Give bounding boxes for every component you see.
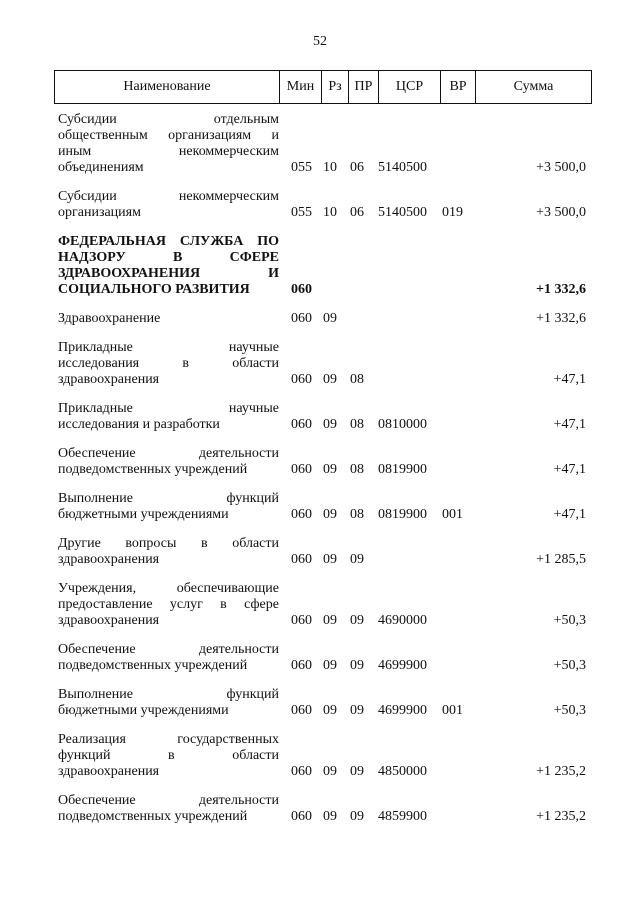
row-name-line: иным некоммерческим <box>58 144 279 159</box>
row-sum: +1 235,2 <box>536 764 586 779</box>
row-name-line: исследования и разработки <box>58 417 220 432</box>
row-pr: 09 <box>350 764 364 779</box>
row-csr: 4859900 <box>378 809 427 824</box>
row-sum: +50,3 <box>553 613 586 628</box>
table-row <box>54 311 592 327</box>
row-name-line: здравоохранения <box>58 372 160 387</box>
header-min: Мин <box>280 71 322 103</box>
row-name-line: Прикладные научные <box>58 401 279 416</box>
row-name-line: Выполнение функций <box>58 687 279 702</box>
row-min: 055 <box>291 205 312 220</box>
row-csr: 0819900 <box>378 462 427 477</box>
row-min: 060 <box>291 809 312 824</box>
row-csr: 5140500 <box>378 160 427 175</box>
row-min: 060 <box>291 282 312 297</box>
row-name-line: ФЕДЕРАЛЬНАЯ СЛУЖБА ПО <box>58 234 279 249</box>
header-vr: ВР <box>441 71 476 103</box>
row-name-line: Субсидии отдельным <box>58 112 279 127</box>
table-row <box>54 491 592 523</box>
row-vr: 001 <box>442 703 463 718</box>
row-name-line: подведомственных учреждений <box>58 658 248 673</box>
row-name-line: здравоохранения <box>58 764 160 779</box>
row-csr: 5140500 <box>378 205 427 220</box>
row-name-line: подведомственных учреждений <box>58 809 248 824</box>
table-row <box>54 189 592 221</box>
row-sum: +50,3 <box>553 658 586 673</box>
table-row <box>54 446 592 478</box>
row-sum: +47,1 <box>553 507 586 522</box>
row-pr: 08 <box>350 462 364 477</box>
row-min: 060 <box>291 703 312 718</box>
row-name-line: объединениям <box>58 160 144 175</box>
row-pr: 06 <box>350 205 364 220</box>
row-min: 055 <box>291 160 312 175</box>
row-min: 060 <box>291 462 312 477</box>
row-name-line: НАДЗОРУ В СФЕРЕ <box>58 250 279 265</box>
table-row <box>54 340 592 388</box>
row-sum: +1 285,5 <box>536 552 586 567</box>
table-row <box>54 793 592 825</box>
row-name <box>54 581 279 629</box>
row-name-line: здравоохранения <box>58 552 160 567</box>
row-min: 060 <box>291 372 312 387</box>
table-row <box>54 234 592 298</box>
row-sum: +47,1 <box>553 462 586 477</box>
row-name <box>54 793 279 825</box>
row-vr: 019 <box>442 205 463 220</box>
row-name-line: Обеспечение деятельности <box>58 446 279 461</box>
row-pr: 09 <box>350 809 364 824</box>
row-pr: 08 <box>350 372 364 387</box>
row-sum: +47,1 <box>553 417 586 432</box>
row-name <box>54 401 279 433</box>
row-rz: 09 <box>323 507 337 522</box>
row-pr: 09 <box>350 552 364 567</box>
table-row <box>54 687 592 719</box>
row-min: 060 <box>291 507 312 522</box>
table-row <box>54 581 592 629</box>
row-sum: +47,1 <box>553 372 586 387</box>
row-name-line: СОЦИАЛЬНОГО РАЗВИТИЯ <box>58 282 250 297</box>
row-rz: 09 <box>323 552 337 567</box>
row-sum: +50,3 <box>553 703 586 718</box>
row-name <box>54 189 279 221</box>
row-pr: 06 <box>350 160 364 175</box>
row-name <box>54 642 279 674</box>
row-vr: 001 <box>442 507 463 522</box>
row-rz: 09 <box>323 311 337 326</box>
row-pr: 09 <box>350 613 364 628</box>
row-name-line: здравоохранения <box>58 613 160 628</box>
row-name <box>54 311 279 327</box>
row-csr: 4850000 <box>378 764 427 779</box>
row-csr: 4699900 <box>378 658 427 673</box>
row-min: 060 <box>291 613 312 628</box>
row-name <box>54 491 279 523</box>
row-name <box>54 687 279 719</box>
row-rz: 09 <box>323 703 337 718</box>
row-name <box>54 536 279 568</box>
row-rz: 09 <box>323 462 337 477</box>
row-name <box>54 732 279 780</box>
row-sum: +1 235,2 <box>536 809 586 824</box>
row-name-line: Учреждения, обеспечивающие <box>58 581 279 596</box>
row-sum: +1 332,6 <box>536 282 586 297</box>
table-row <box>54 401 592 433</box>
row-csr: 0810000 <box>378 417 427 432</box>
row-rz: 09 <box>323 372 337 387</box>
table-row <box>54 642 592 674</box>
row-name-line: исследования в области <box>58 356 279 371</box>
table-row <box>54 732 592 780</box>
row-name-line: Обеспечение деятельности <box>58 642 279 657</box>
row-rz: 09 <box>323 417 337 432</box>
row-name-line: Субсидии некоммерческим <box>58 189 279 204</box>
table-header <box>54 70 592 104</box>
row-name <box>54 112 279 176</box>
header-rz: Рз <box>322 71 349 103</box>
row-min: 060 <box>291 552 312 567</box>
row-name-line: Реализация государственных <box>58 732 279 747</box>
row-csr: 4690000 <box>378 613 427 628</box>
header-name: Наименование <box>55 71 280 103</box>
row-rz: 09 <box>323 658 337 673</box>
row-min: 060 <box>291 764 312 779</box>
row-name-line: ЗДРАВООХРАНЕНИЯ И <box>58 266 279 281</box>
row-name-line: бюджетными учреждениями <box>58 703 229 718</box>
row-name <box>54 234 279 298</box>
row-csr: 0819900 <box>378 507 427 522</box>
row-name-line: организациям <box>58 205 141 220</box>
row-csr: 4699900 <box>378 703 427 718</box>
row-sum: +1 332,6 <box>536 311 586 326</box>
row-min: 060 <box>291 417 312 432</box>
header-csr: ЦСР <box>379 71 441 103</box>
row-name-line: Здравоохранение <box>58 311 161 326</box>
row-pr: 08 <box>350 507 364 522</box>
row-pr: 09 <box>350 703 364 718</box>
row-rz: 09 <box>323 613 337 628</box>
row-name-line: Прикладные научные <box>58 340 279 355</box>
row-sum: +3 500,0 <box>536 205 586 220</box>
header-pr: ПР <box>349 71 379 103</box>
row-name-line: Другие вопросы в области <box>58 536 279 551</box>
row-min: 060 <box>291 658 312 673</box>
row-name <box>54 446 279 478</box>
row-pr: 08 <box>350 417 364 432</box>
row-name-line: подведомственных учреждений <box>58 462 248 477</box>
row-name-line: общественным организациям и <box>58 128 279 143</box>
row-name-line: предоставление услуг в сфере <box>58 597 279 612</box>
row-min: 060 <box>291 311 312 326</box>
table-row <box>54 112 592 176</box>
row-name-line: Выполнение функций <box>58 491 279 506</box>
row-name <box>54 340 279 388</box>
header-sum: Сумма <box>513 79 554 94</box>
row-sum: +3 500,0 <box>536 160 586 175</box>
row-name-line: бюджетными учреждениями <box>58 507 229 522</box>
row-name-line: Обеспечение деятельности <box>58 793 279 808</box>
table-row <box>54 536 592 568</box>
row-rz: 09 <box>323 764 337 779</box>
row-rz: 10 <box>323 205 337 220</box>
table-body <box>54 112 592 838</box>
row-rz: 09 <box>323 809 337 824</box>
row-pr: 09 <box>350 658 364 673</box>
page-number: 52 <box>313 34 327 49</box>
row-name-line: функций в области <box>58 748 279 763</box>
row-rz: 10 <box>323 160 337 175</box>
